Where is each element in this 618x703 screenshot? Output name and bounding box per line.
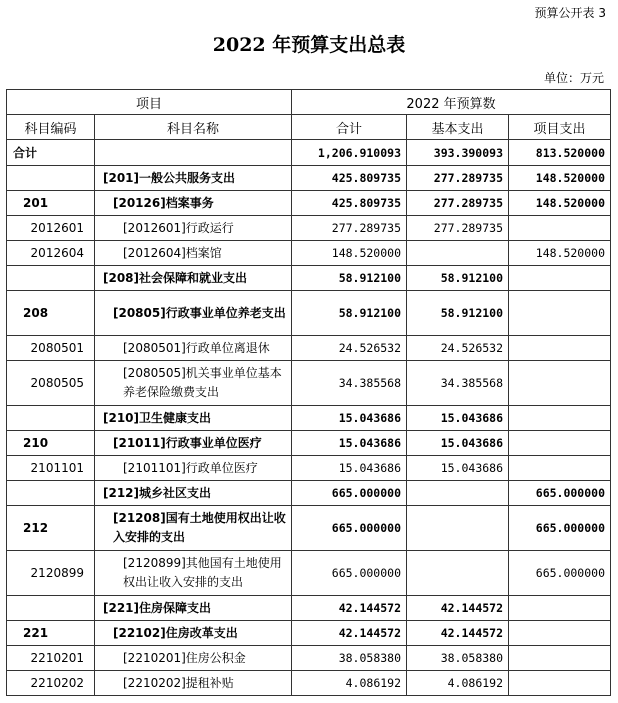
subject-name-cell: [2080505]机关事业单位基本养老保险缴费支出 [95, 361, 292, 406]
subject-name-cell: [212]城乡社区支出 [95, 481, 292, 506]
subject-name-cell: [2120899]其他国有土地使用权出让收入安排的支出 [95, 551, 292, 596]
project-amount-cell [509, 646, 611, 671]
total-amount-cell: 277.289735 [292, 216, 407, 241]
subject-name-cell: [21011]行政事业单位医疗 [95, 431, 292, 456]
table-row [7, 406, 611, 431]
project-amount-cell [509, 291, 611, 336]
subject-name-cell: [2080501]行政单位离退休 [95, 336, 292, 361]
table-row [7, 216, 611, 241]
total-amount-cell: 15.043686 [292, 456, 407, 481]
table-row [7, 191, 611, 216]
table-row [7, 481, 611, 506]
table-row [7, 596, 611, 621]
header-subject-name: 科目名称 [95, 115, 292, 140]
project-amount-cell: 148.520000 [509, 166, 611, 191]
subject-name-cell: [208]社会保障和就业支出 [95, 266, 292, 291]
total-amount-cell: 4.086192 [292, 671, 407, 696]
total-amount-cell: 34.385568 [292, 361, 407, 406]
total-amount-cell: 425.809735 [292, 191, 407, 216]
project-amount-cell [509, 671, 611, 696]
basic-amount-cell: 277.289735 [407, 166, 509, 191]
subject-name-cell: [22102]住房改革支出 [95, 621, 292, 646]
total-amount-cell: 42.144572 [292, 596, 407, 621]
total-amount-cell: 425.809735 [292, 166, 407, 191]
subject-code-cell: 212 [7, 506, 95, 551]
total-amount-cell: 665.000000 [292, 551, 407, 596]
subject-code-cell: 合计 [7, 140, 95, 166]
subject-name-cell: [2210201]住房公积金 [95, 646, 292, 671]
project-amount-cell: 665.000000 [509, 481, 611, 506]
subject-name-cell [95, 140, 292, 166]
project-amount-cell [509, 266, 611, 291]
subject-name-cell: [2210202]提租补贴 [95, 671, 292, 696]
project-amount-cell [509, 456, 611, 481]
table-row [7, 361, 611, 406]
table-row [7, 551, 611, 596]
basic-amount-cell: 34.385568 [407, 361, 509, 406]
subject-name-cell: [2012601]行政运行 [95, 216, 292, 241]
document-tag: 预算公开表 3 [534, 6, 606, 20]
project-amount-cell: 148.520000 [509, 241, 611, 266]
basic-amount-cell [407, 481, 509, 506]
total-amount-cell: 58.912100 [292, 266, 407, 291]
basic-amount-cell: 24.526532 [407, 336, 509, 361]
table-row [7, 456, 611, 481]
basic-amount-cell: 277.289735 [407, 216, 509, 241]
subject-name-cell: [210]卫生健康支出 [95, 406, 292, 431]
project-amount-cell: 148.520000 [509, 191, 611, 216]
basic-amount-cell [407, 506, 509, 551]
table-row [7, 506, 611, 551]
subject-name-cell: [21208]国有土地使用权出让收入安排的支出 [95, 506, 292, 551]
total-amount-cell: 15.043686 [292, 406, 407, 431]
subject-code-cell: 208 [7, 291, 95, 336]
header-row-columns [7, 115, 611, 140]
basic-amount-cell: 4.086192 [407, 671, 509, 696]
subject-code-cell [7, 481, 95, 506]
subject-code-cell [7, 266, 95, 291]
table-row [7, 431, 611, 456]
table-row [7, 621, 611, 646]
table-row [7, 671, 611, 696]
total-amount-cell: 665.000000 [292, 481, 407, 506]
basic-amount-cell: 277.289735 [407, 191, 509, 216]
total-amount-cell: 42.144572 [292, 621, 407, 646]
table-row [7, 241, 611, 266]
subject-code-cell [7, 406, 95, 431]
total-amount-cell: 1,206.910093 [292, 140, 407, 166]
basic-amount-cell [407, 551, 509, 596]
subject-code-cell: 2012604 [7, 241, 95, 266]
project-amount-cell: 813.520000 [509, 140, 611, 166]
basic-amount-cell: 42.144572 [407, 596, 509, 621]
total-amount-cell: 58.912100 [292, 291, 407, 336]
project-amount-cell [509, 216, 611, 241]
subject-code-cell: 221 [7, 621, 95, 646]
basic-amount-cell: 15.043686 [407, 406, 509, 431]
table-row [7, 266, 611, 291]
basic-amount-cell: 15.043686 [407, 456, 509, 481]
project-amount-cell [509, 431, 611, 456]
project-amount-cell [509, 621, 611, 646]
project-amount-cell: 665.000000 [509, 506, 611, 551]
subject-code-cell: 2012601 [7, 216, 95, 241]
project-amount-cell [509, 336, 611, 361]
subject-name-cell: [201]一般公共服务支出 [95, 166, 292, 191]
table-row [7, 166, 611, 191]
total-amount-cell: 24.526532 [292, 336, 407, 361]
subject-code-cell: 2120899 [7, 551, 95, 596]
project-amount-cell [509, 596, 611, 621]
subject-code-cell: 2080505 [7, 361, 95, 406]
subject-name-cell: [2012604]档案馆 [95, 241, 292, 266]
subject-code-cell [7, 166, 95, 191]
page-title: 2022 年预算支出总表 [212, 34, 406, 56]
project-amount-cell [509, 406, 611, 431]
subject-name-cell: [2101101]行政单位医疗 [95, 456, 292, 481]
subject-code-cell: 2210201 [7, 646, 95, 671]
header-project: 项目 [7, 90, 292, 115]
header-subject-code: 科目编码 [7, 115, 95, 140]
project-amount-cell: 665.000000 [509, 551, 611, 596]
basic-amount-cell: 15.043686 [407, 431, 509, 456]
basic-amount-cell: 58.912100 [407, 266, 509, 291]
subject-code-cell: 2101101 [7, 456, 95, 481]
header-row-top [7, 90, 611, 115]
table-row [7, 336, 611, 361]
subject-name-cell: [20805]行政事业单位养老支出 [95, 291, 292, 336]
total-amount-cell: 665.000000 [292, 506, 407, 551]
total-amount-cell: 15.043686 [292, 431, 407, 456]
basic-amount-cell: 42.144572 [407, 621, 509, 646]
subject-code-cell: 2080501 [7, 336, 95, 361]
unit-label: 单位：万元 [543, 71, 604, 85]
project-amount-cell [509, 361, 611, 406]
subject-code-cell: 210 [7, 431, 95, 456]
basic-amount-cell: 58.912100 [407, 291, 509, 336]
total-amount-cell: 148.520000 [292, 241, 407, 266]
basic-amount-cell: 38.058380 [407, 646, 509, 671]
table-row [7, 291, 611, 336]
subject-code-cell: 201 [7, 191, 95, 216]
basic-amount-cell: 393.390093 [407, 140, 509, 166]
table-row [7, 646, 611, 671]
total-amount-cell: 38.058380 [292, 646, 407, 671]
header-budget-year: 2022 年预算数 [292, 90, 611, 115]
subject-code-cell [7, 596, 95, 621]
table-row [7, 140, 611, 166]
header-total: 合计 [292, 115, 407, 140]
header-basic-expenditure: 基本支出 [407, 115, 509, 140]
basic-amount-cell [407, 241, 509, 266]
table-body [7, 140, 611, 696]
subject-name-cell: [20126]档案事务 [95, 191, 292, 216]
table-header [7, 90, 611, 140]
subject-code-cell: 2210202 [7, 671, 95, 696]
header-project-expenditure: 项目支出 [509, 115, 611, 140]
budget-table [6, 89, 611, 696]
subject-name-cell: [221]住房保障支出 [95, 596, 292, 621]
